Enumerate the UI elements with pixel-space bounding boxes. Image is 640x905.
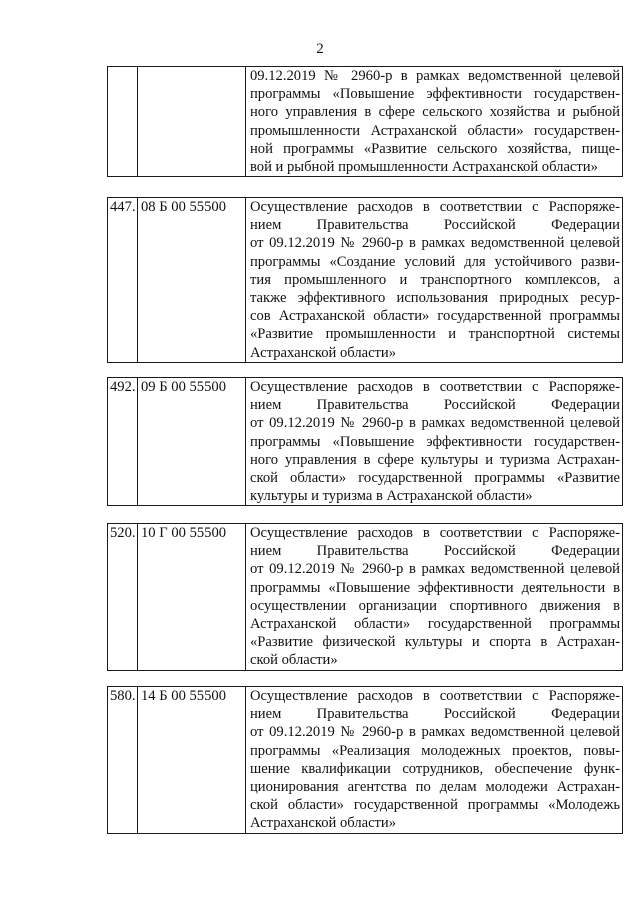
description-cell xyxy=(246,524,623,671)
budget-code-cell: 08 Б 00 55500 xyxy=(138,198,246,363)
table-row xyxy=(108,378,623,506)
description-cell xyxy=(246,67,623,177)
description-line: Осуществление расходов в соответствии с Распоряже- xyxy=(250,379,620,395)
description-line: 09.12.2019 № 2960-р в рамках ведомственной целевой xyxy=(250,68,620,84)
description-cell xyxy=(246,198,623,363)
description-line: от 09.12.2019 № 2960-р в рамках ведомственной целевой xyxy=(250,724,620,741)
description-line: «Развитие промышленности и транспортной системы xyxy=(250,326,620,343)
page-number: 2 xyxy=(316,41,324,57)
budget-code-cell: 14 Б 00 55500 xyxy=(138,687,246,834)
description-line: «Развитие физической культуры и спорта в Астрахан- xyxy=(250,634,620,651)
description-line: программы «Повышение эффективности государствен- xyxy=(250,86,620,103)
row-number-cell: 447. xyxy=(108,198,138,363)
description-line: ционирования агентства по делам молодежи Астрахан- xyxy=(250,779,620,796)
description-line: программы «Повышение эффективности государствен- xyxy=(250,433,620,450)
description-line: ного управления в сфере культуры и туризма Астрахан- xyxy=(250,451,620,468)
description-line: также эффективного использования природных ресур- xyxy=(250,290,620,307)
row-number-cell: 492. xyxy=(108,378,138,506)
description-line: ской области» государственной программы «Развитие xyxy=(250,470,620,487)
table-row xyxy=(108,67,623,177)
table-fragment-580 xyxy=(107,686,623,834)
description-line: программы «Создание условий для устойчивого разви- xyxy=(250,253,620,270)
table-fragment-492 xyxy=(107,377,623,506)
description-line: шение квалификации сотрудников, обеспечение функ- xyxy=(250,760,620,777)
description-line: ного управления в сфере сельского хозяйства и рыбной xyxy=(250,104,620,121)
description-line: промышленности Астраханской области» государствен- xyxy=(250,122,620,139)
description-line: Астраханской области» xyxy=(250,344,397,361)
budget-code-cell: 10 Г 00 55500 xyxy=(138,524,246,671)
budget-code-cell xyxy=(138,67,246,177)
table-row xyxy=(108,687,623,834)
description-line: от 09.12.2019 № 2960-р в рамках ведомственной целевой xyxy=(250,415,620,432)
description-line: нием Правительства Российской Федерации xyxy=(250,397,620,414)
description-line: Астраханской области» xyxy=(250,815,397,832)
table-fragment-continuation xyxy=(107,66,623,177)
description-line: ной программы «Развитие сельского хозяйства, пище- xyxy=(250,140,620,157)
table-fragment-447 xyxy=(107,197,623,363)
row-number-cell xyxy=(108,67,138,177)
description-line: от 09.12.2019 № 2960-р в рамках ведомственной целевой xyxy=(250,561,620,578)
row-number-cell: 520. xyxy=(108,524,138,671)
description-line: нием Правительства Российской Федерации xyxy=(250,543,620,560)
table-fragment-520 xyxy=(107,523,623,671)
description-line: от 09.12.2019 № 2960-р в рамках ведомственной целевой xyxy=(250,235,620,252)
description-line: Осуществление расходов в соответствии с Распоряже- xyxy=(250,688,620,704)
table-row xyxy=(108,198,623,363)
description-cell xyxy=(246,687,623,834)
description-line: ской области» xyxy=(250,652,338,669)
description-line: нием Правительства Российской Федерации xyxy=(250,706,620,723)
description-line: программы «Повышение эффективности деятельности в xyxy=(250,579,620,596)
description-line: вой и рыбной промышленности Астраханской области» xyxy=(250,159,598,176)
table-row xyxy=(108,524,623,671)
description-cell xyxy=(246,378,623,506)
description-line: программы «Реализация молодежных проектов, повы- xyxy=(250,742,620,759)
description-line: нием Правительства Российской Федерации xyxy=(250,217,620,234)
description-line: Осуществление расходов в соответствии с Распоряже- xyxy=(250,525,620,541)
budget-code-cell: 09 Б 00 55500 xyxy=(138,378,246,506)
description-line: тия промышленного и транспортного комплексов, а xyxy=(250,271,620,288)
description-line: ской области» государственной программы «Молодежь xyxy=(250,797,620,814)
description-line: осуществлении организации спортивного движения в xyxy=(250,597,620,614)
row-number-cell: 580. xyxy=(108,687,138,834)
description-line: Осуществление расходов в соответствии с Распоряже- xyxy=(250,199,620,215)
description-line: сов Астраханской области» государственной программы xyxy=(250,308,620,325)
description-line: культуры и туризма в Астраханской области» xyxy=(250,488,533,505)
description-line: Астраханской области» государственной программы xyxy=(250,616,620,633)
